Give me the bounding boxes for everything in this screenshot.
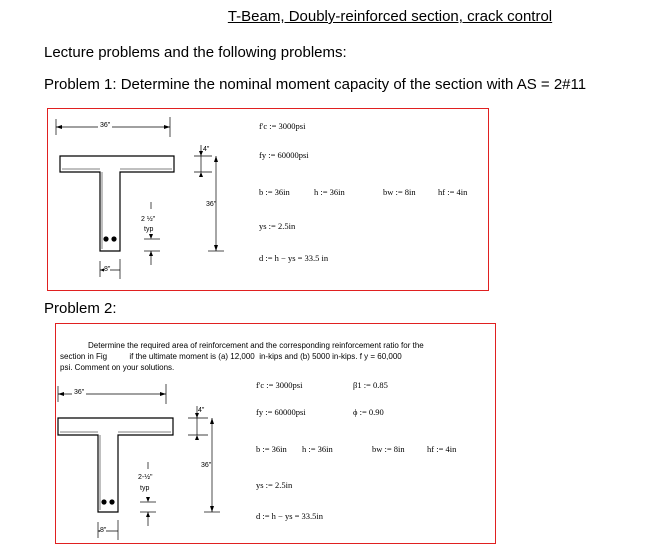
problem1-box (47, 108, 489, 291)
p1-dim-flange: 4" (203, 146, 210, 153)
p1-eq-fc: f'c := 3000psi (259, 121, 306, 131)
p2-dim-cover: 2-½" (138, 474, 153, 481)
p2-eq-phi: ϕ := 0.90 (353, 407, 384, 417)
p2-rebar-right (109, 499, 114, 504)
p2-dim-flange: 4" (198, 407, 205, 414)
p2-eq-ys: ys := 2.5in (256, 480, 293, 490)
p2-dim-web: 8" (100, 527, 107, 534)
p1-dim-typ: typ (144, 226, 154, 233)
p1-eq-h: h := 36in (314, 187, 345, 197)
p2-eq-beta: β1 := 0.85 (353, 380, 388, 390)
p2-eq-hf: hf := 4in (427, 444, 457, 454)
p2-eq-bw: bw := 8in (372, 444, 405, 454)
p1-eq-d: d := h − ys = 33.5 in (259, 253, 329, 263)
p2-eq-b: b := 36in (256, 444, 287, 454)
p2-eq-d: d := h − ys = 33.5in (256, 511, 324, 521)
p1-dim-cover: 2 ½" (141, 216, 156, 223)
rebar-right (111, 236, 116, 241)
page-title: T-Beam, Doubly-reinforced section, crack control (227, 8, 553, 25)
p1-dim-width: 36" (100, 122, 111, 129)
p2-statement-line2: section in Fig if the ultimate moment is (a) 12,000 in-kips and (b) 5000 in-kips. f y = 60,000 (60, 352, 402, 361)
p2-dim-height: 36" (201, 462, 212, 469)
p2-dim-typ: typ (140, 485, 150, 492)
p1-eq-bw: bw := 8in (383, 187, 416, 197)
p1-dim-height: 36" (206, 201, 217, 208)
p2-rebar-left (101, 499, 106, 504)
p1-eq-ys: ys := 2.5in (259, 221, 296, 231)
p2-dim-width: 36" (74, 389, 85, 396)
p2-eq-fy: fy := 60000psi (256, 407, 306, 417)
p1-eq-b: b := 36in (259, 187, 290, 197)
p2-eq-h: h := 36in (302, 444, 333, 454)
problem2-box (55, 323, 496, 544)
p2-eq-fc: f'c := 3000psi (256, 380, 303, 390)
problem2-heading: Problem 2: (44, 300, 117, 317)
p2-statement-line1: Determine the required area of reinforcement and the corresponding reinforcement ratio for the (88, 341, 424, 350)
p1-dim-web: 8" (104, 266, 111, 273)
p2-statement-line3: psi. Comment on your solutions. (60, 363, 175, 372)
problem1-tbeam-figure (48, 109, 248, 290)
rebar-left (103, 236, 108, 241)
p1-eq-fy: fy := 60000psi (259, 150, 309, 160)
p1-eq-hf: hf := 4in (438, 187, 468, 197)
intro-heading: Lecture problems and the following problems: (44, 44, 347, 61)
problem1-heading: Problem 1: Determine the nominal moment capacity of the section with AS = 2#11 (44, 76, 587, 93)
problem2-tbeam-figure (56, 324, 256, 545)
